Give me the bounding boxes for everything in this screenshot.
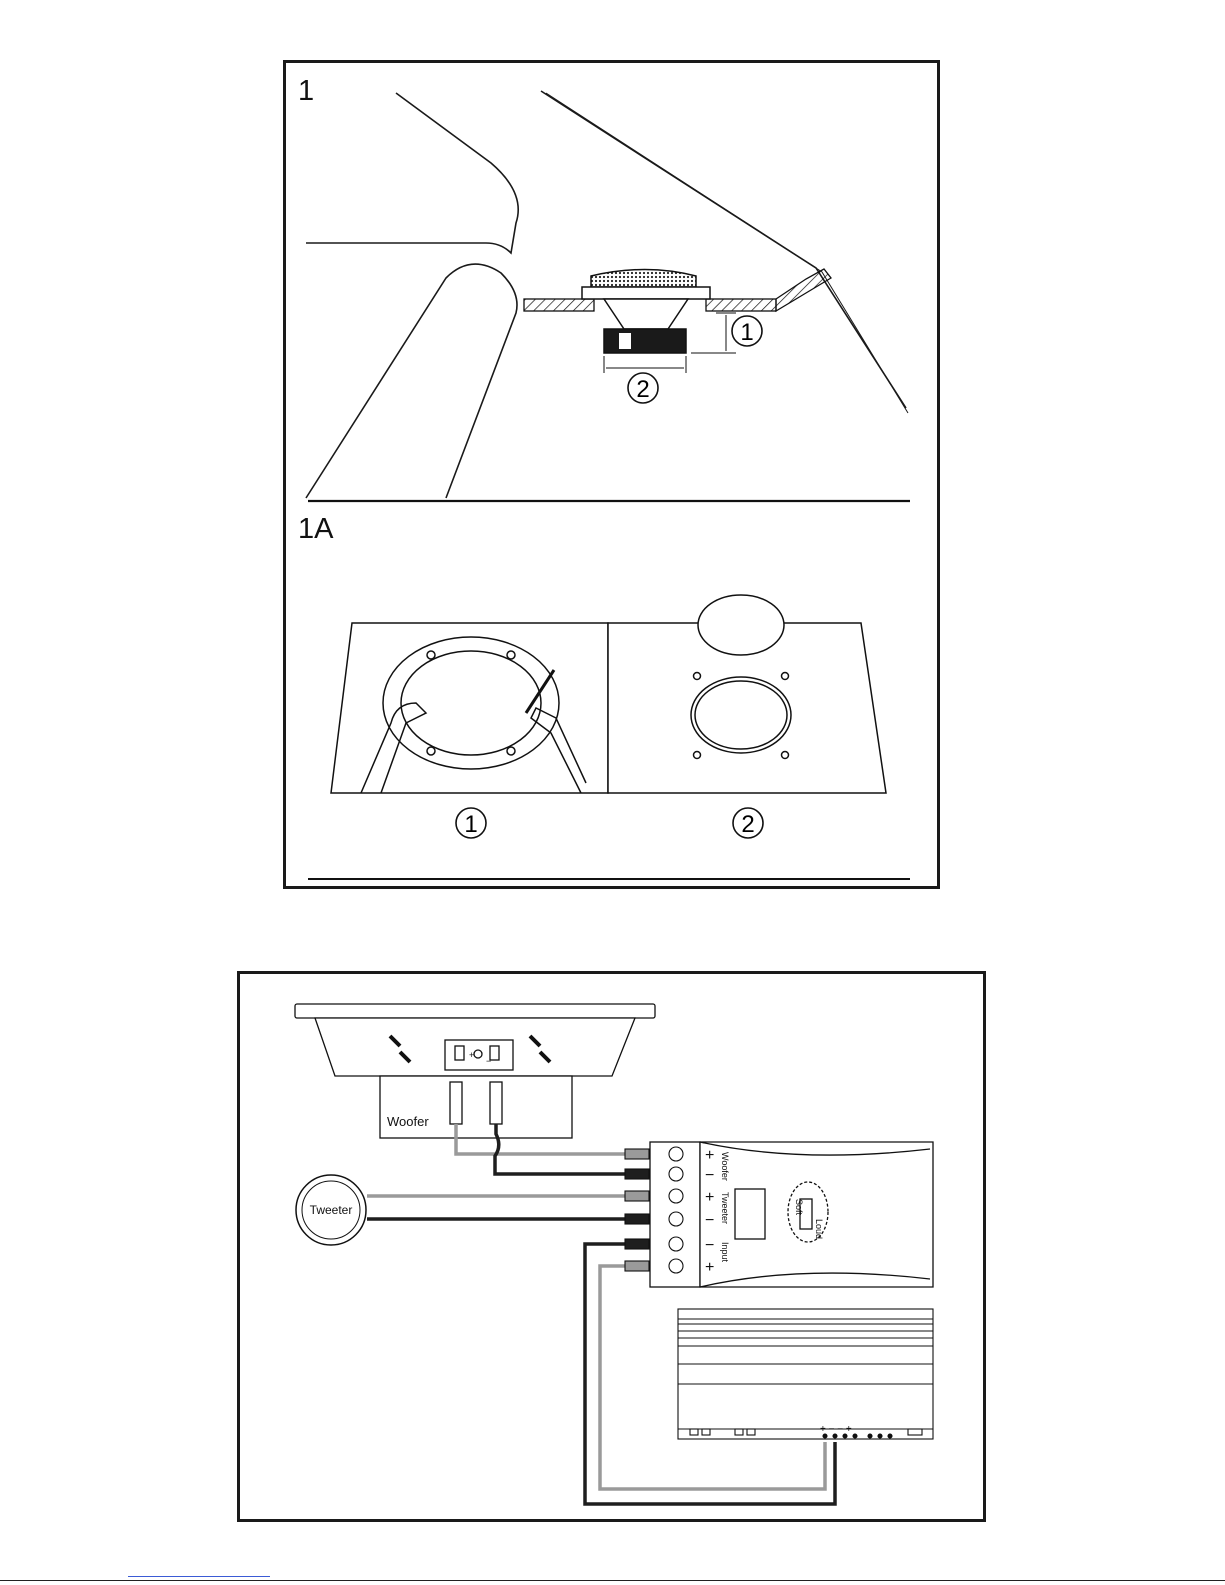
polarity-tweeter-minus: − xyxy=(705,1212,715,1229)
step-1-number: 1 xyxy=(464,811,478,838)
step-1-callout xyxy=(456,808,486,838)
figure-mounting xyxy=(283,60,940,889)
amplifier-drawing xyxy=(678,1309,933,1439)
footer-link-underline xyxy=(128,1576,270,1577)
woofer-drawing xyxy=(295,1004,655,1138)
group-label-tweeter: Tweeter xyxy=(720,1192,730,1225)
mounting-illustration xyxy=(286,63,943,892)
panel-1-label: 1 xyxy=(298,75,315,107)
woofer-terminal-minus: − xyxy=(486,1056,492,1066)
dimension-2-callout xyxy=(628,373,658,403)
polarity-input-plus: + xyxy=(705,1259,715,1276)
polarity-input-minus: − xyxy=(705,1237,715,1254)
switch-label-loud: Loud xyxy=(814,1219,824,1240)
dimension-1-callout xyxy=(732,316,762,346)
group-label-input: Input xyxy=(720,1242,730,1263)
crossover-body xyxy=(650,1142,933,1287)
speaker-side-view xyxy=(582,270,710,354)
polarity-woofer-plus: + xyxy=(705,1147,715,1164)
group-label-woofer: Woofer xyxy=(720,1152,730,1181)
dimension-2-number: 2 xyxy=(636,376,650,403)
step-2-callout xyxy=(733,808,763,838)
wiring-diagram xyxy=(240,974,989,1525)
figure-wiring xyxy=(237,971,986,1522)
template-marking-drawing xyxy=(331,595,886,793)
polarity-tweeter-plus: + xyxy=(705,1189,715,1206)
dimension-1-number: 1 xyxy=(740,319,754,346)
switch-label-soft: Soft xyxy=(794,1199,804,1216)
footer-rule xyxy=(0,1580,1225,1581)
woofer-terminal-plus: + xyxy=(469,1050,475,1060)
polarity-woofer-minus: − xyxy=(705,1167,715,1184)
panel-1a-label: 1A xyxy=(298,513,334,545)
step-2-number: 2 xyxy=(741,811,755,838)
tweeter-label: Tweeter xyxy=(309,1203,353,1217)
amp-terminal-signs: + − − + xyxy=(820,1424,852,1435)
woofer-label: Woofer xyxy=(387,1114,429,1129)
